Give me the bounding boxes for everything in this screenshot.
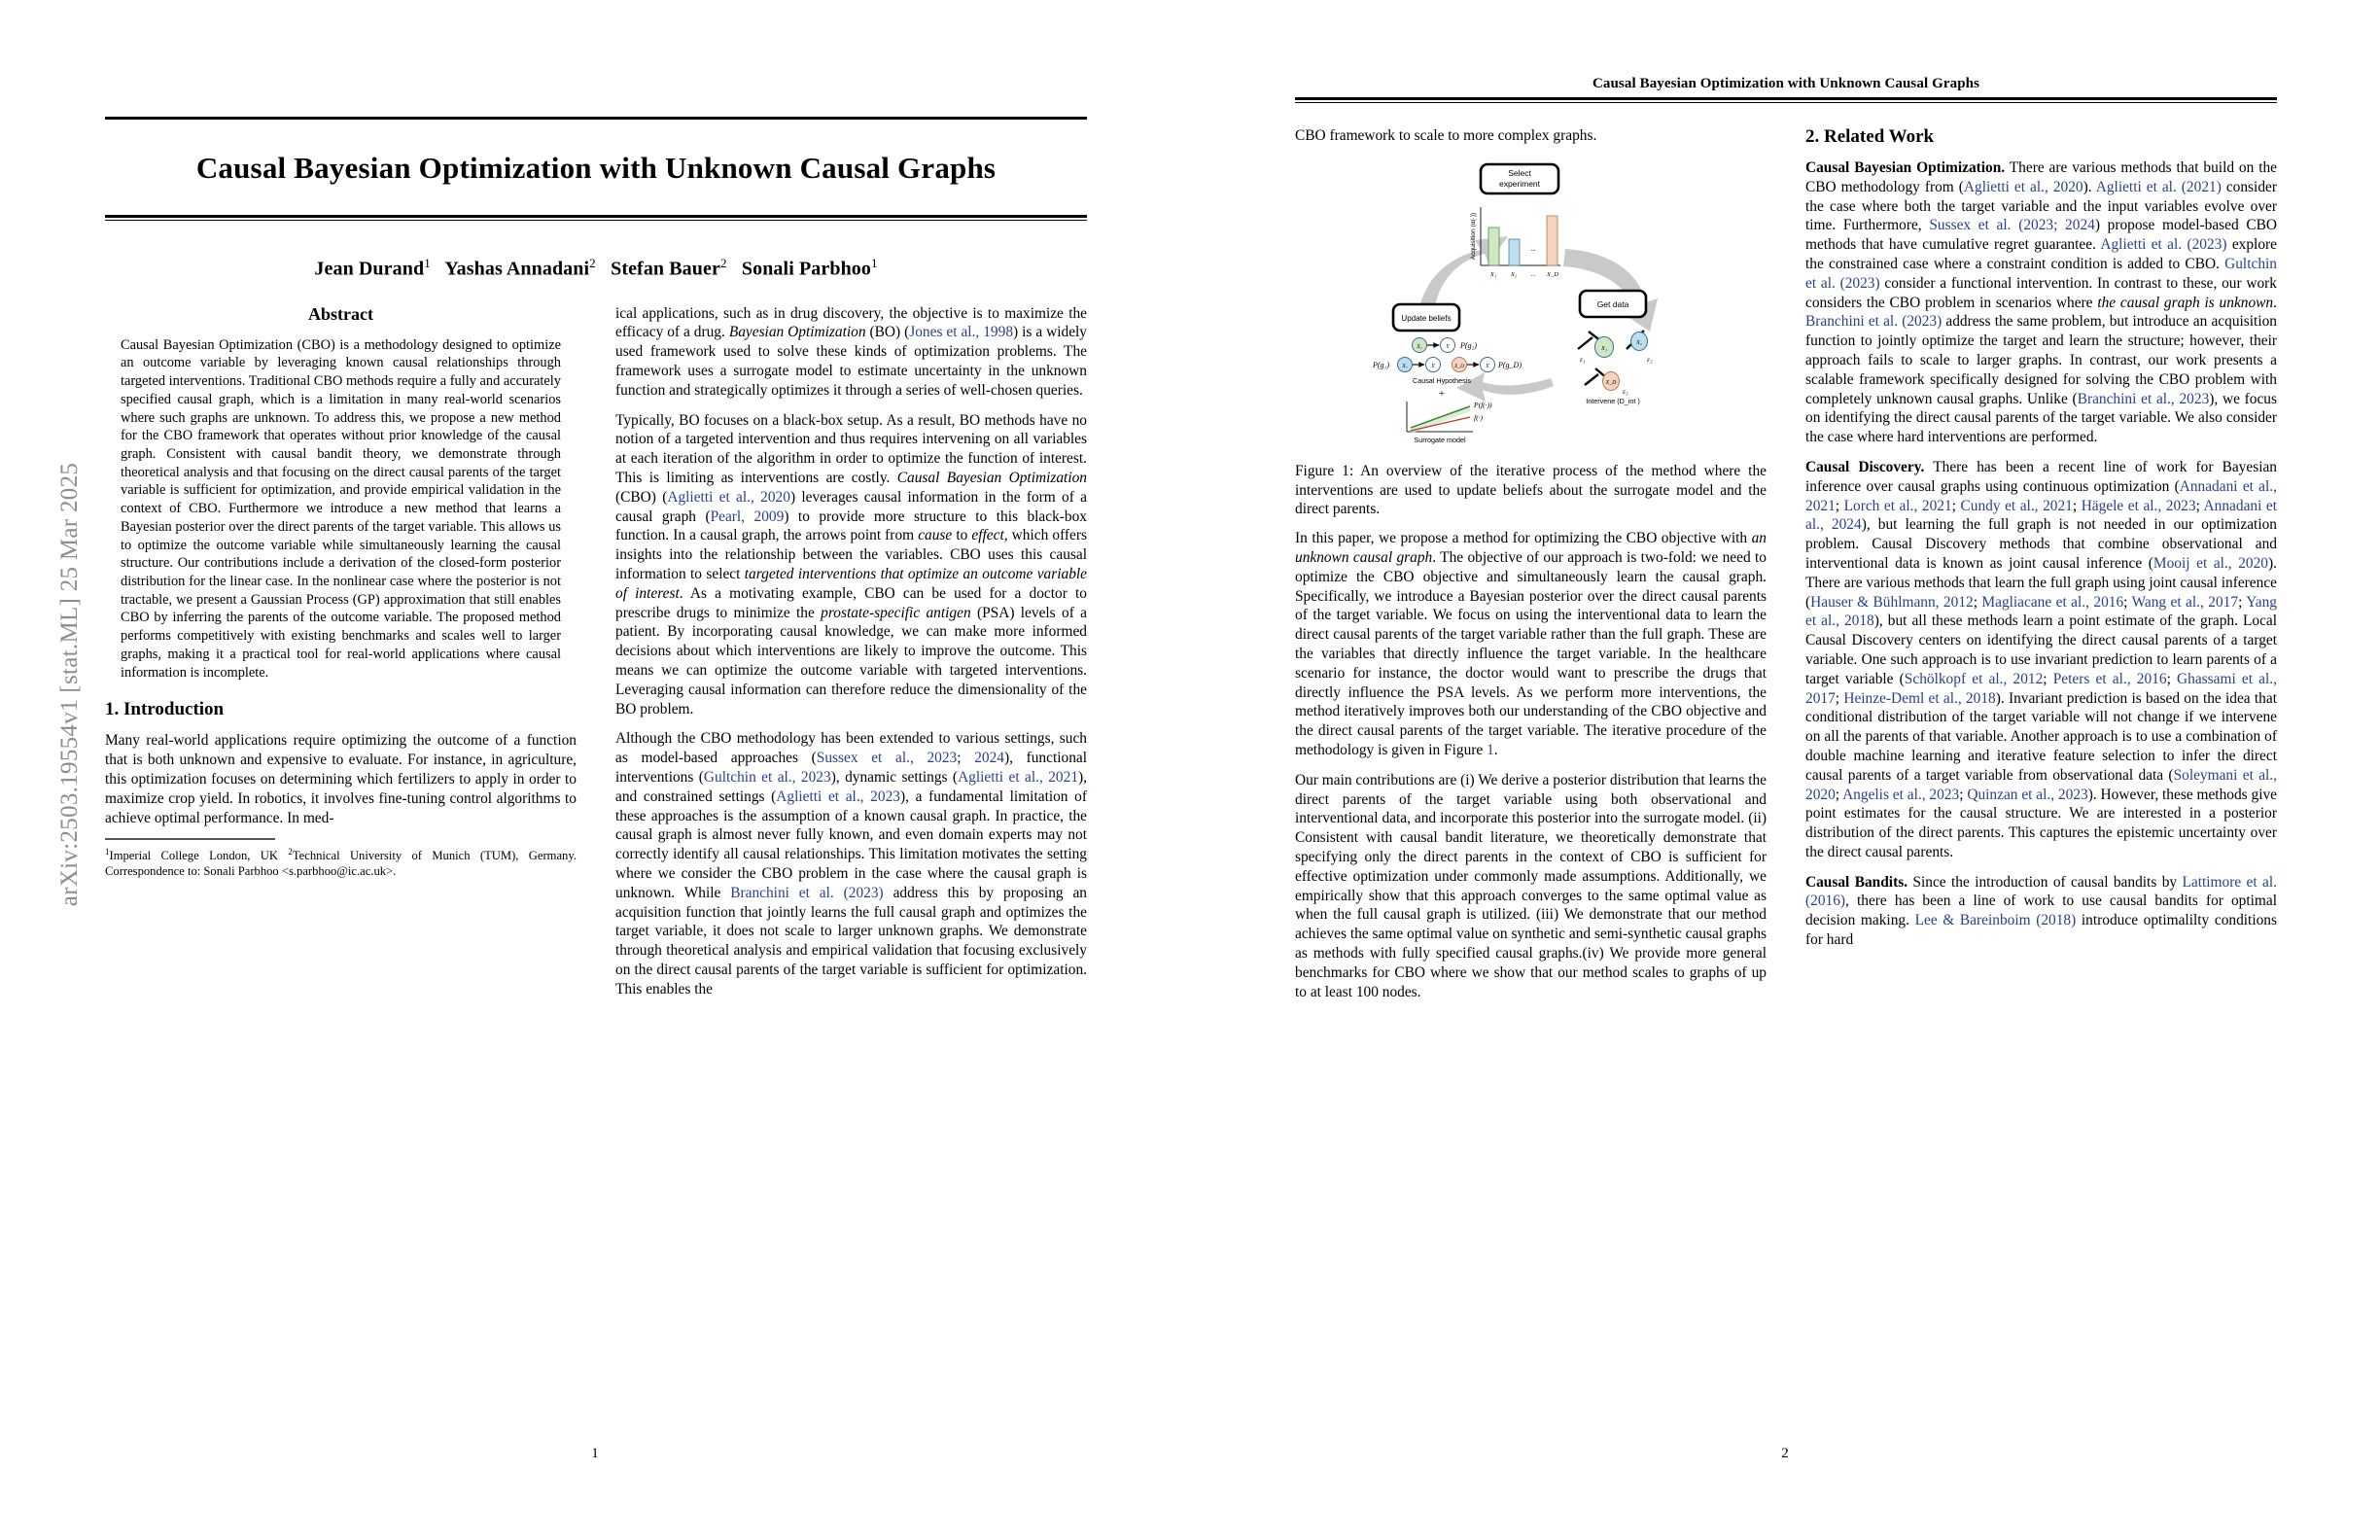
p2-col1-paragraph-contributions: Our main contributions are (i) We derive a posterior distribution that learns the direct parents of the target variable using both observational and interventional data, and incorporate this posterior into the surrogate model. (ii) Consistent with causal bandit literature, we theoretically demonstrate that specifying only the direct parents in the context of CBO is sufficient for effective optimization under commonly made assumptions. Additionally, we empirically show that this approach converges to the same optimal value as when the full causal graph is utilized. (iii) We demonstrate that our method achieves the same optimal value on synthetic and semi-synthetic causal graphs as methods with fully specified causal graphs.(iv) We provide more general benchmarks for CBO where we show that our method scales to graphs of up to at least 100 nodes. xyxy=(1295,771,1767,1000)
citation-link[interactable]: Sussex et al., 2023 xyxy=(816,750,958,767)
page-1-content xyxy=(105,117,1087,1010)
text-run: . The objective of our approach is two-fold: we need to optimize the CBO objective and simultaneously learn the causal graph. Specifically, we introduce a Bayesian posterior over the direct causal parents of the target variable. We focus on using the interventional data to learn the direct causal parents of the target variable rather than the full graph. These are the variables that directly influence the target variable. In the healthcare scenario for instance, the doctor would want to prescribe the drugs that directly influence the PSA levels. As we perform more interventions, the method iteratively improves both our understanding of the CBO objective and the direct causal parents of the target variable. The iterative procedure of the methodology is given in Figure xyxy=(1295,548,1767,758)
tick-x1: X₁ xyxy=(1489,270,1496,278)
hypothesis-node-y1-label: Y xyxy=(1430,363,1435,369)
text-run: explore the constrained case where a constraint condition is added to CBO. xyxy=(1805,236,2277,272)
text-run: In this paper, we propose a method for optimizing the CBO objective with xyxy=(1295,530,1752,547)
text-run: ), dynamic settings ( xyxy=(830,768,959,786)
text-run: ; xyxy=(2238,593,2247,611)
footnote-affil-1: Imperial College London, UK xyxy=(109,848,289,862)
page-2-column-2 xyxy=(1805,126,2277,1012)
bar-xd xyxy=(1547,216,1558,265)
citation-link[interactable]: Branchini et al. (2023) xyxy=(1805,313,1942,331)
author-affil-3: 1 xyxy=(871,256,878,270)
citation-link[interactable]: Wang et al., 2017 xyxy=(2131,593,2239,611)
author-list xyxy=(105,221,1087,281)
hypothesis-node-x2-label: X₂ xyxy=(1416,343,1422,350)
citation-link[interactable]: Mooij et al., 2020 xyxy=(2152,554,2268,572)
footnote-marker-1: 1 xyxy=(105,846,110,857)
get-data-label: Get data xyxy=(1596,298,1628,309)
page-number-1: 1 xyxy=(591,1446,599,1461)
text-run: consider the case where both the target variable and the input variables evolve over time. Furthermore, xyxy=(1805,178,2277,234)
text-run: ). There are various methods that learn the full graph using joint causal inference ( xyxy=(1805,554,2277,611)
abstract-body: Causal Bayesian Optimization (CBO) is a methodology designed to optimize an outcome variable by leveraging known causal relationships through targeted interventions. Traditional CBO methods require a fully and accurately specified causal graph, which is a limitation in many real-world scenarios where such graphs are unknown. To address this, we propose a new method for the CBO framework that operates without prior knowledge of the causal graph. Consistent with causal bandit theory, we demonstrate through theoretical analysis and that focusing on the direct causal parents of the target variable is sufficient for optimization, and provide empirical validation in the context of CBO. Furthermore we introduce a new method that learns a Bayesian posterior over the direct parents of the target variable. This allows us to optimize the outcome variable while simultaneously learning the causal structure. Our contributions include a derivation of the closed-form posterior distribution for the linear case. In the nonlinear case where the posterior is not tractable, we present a Gaussian Process (GP) approximation that still enables CBO by inferring the parents of the outcome variable. The proposed method performs competitively with existing benchmarks and scales well to larger graphs, making it a practical tool for real-world applications where causal information is incomplete. xyxy=(121,336,561,681)
tick-xd: X_D xyxy=(1546,270,1558,278)
text-run: (PSA) levels of a patient. By incorporating causal knowledge, we can make more informed decisions about which interventions are likely to improve the outcome. This means we can optimize the outcome variable with targeted interventions. Leveraging causal information can therefore reduce the dimensionality of the BO problem. xyxy=(615,604,1087,718)
related-work-paragraph-bandits xyxy=(1805,873,2277,950)
text-run: ). xyxy=(2082,178,2096,195)
author-name-3: Sonali Parbhoo xyxy=(741,258,871,280)
section-heading-introduction: 1. Introduction xyxy=(105,699,225,720)
p1-col2-paragraph-2 xyxy=(615,411,1087,719)
document-page-2 xyxy=(1190,0,2380,1540)
text-run: ; xyxy=(957,750,975,767)
text-run: ; xyxy=(1835,497,1844,514)
text-run: . xyxy=(2273,294,2277,311)
text-run: ; xyxy=(2166,670,2178,687)
text-run: There are various methods that build on the CBO methodology from ( xyxy=(1805,159,2278,195)
paragraph-lead-in: Causal Bandits. xyxy=(1805,873,1908,891)
acquisition-axis-label: Acquisition (α(·)) xyxy=(1469,212,1477,261)
page-1-column-2 xyxy=(615,304,1087,1010)
select-experiment-label-line2: experiment xyxy=(1498,178,1540,189)
text-run: ) is a widely used framework used to solve these kinds of optimization problems. The framework uses a surrogate model to estimate uncertainty in the unknown function and strategically optimizes it through a series of well-chosen queries. xyxy=(615,324,1087,399)
update-beliefs-label: Update beliefs xyxy=(1400,313,1452,323)
bar-x2 xyxy=(1509,239,1520,265)
surrogate-model-plot xyxy=(1407,401,1492,444)
text-run: ; xyxy=(2195,497,2204,514)
intervene-node-x2-label: X₂ xyxy=(1635,339,1642,346)
citation-link[interactable]: Branchini et al. (2023) xyxy=(730,884,884,901)
text-run: ) to provide more structure to this black-box function. In a causal graph, the arrows point from xyxy=(615,508,1087,544)
plus-sign: + xyxy=(1438,387,1445,400)
running-header: Causal Bayesian Optimization with Unknown Causal Graphs xyxy=(1592,76,1980,91)
cycle-arrow-bottom xyxy=(1456,372,1554,402)
text-run: to xyxy=(952,527,972,544)
page-number-2: 2 xyxy=(1781,1446,1789,1461)
epsilon-2: ε₂ xyxy=(1646,354,1653,364)
emphasis-run: the causal graph is unknown xyxy=(2097,294,2274,311)
emphasis-run: effect xyxy=(971,527,1004,544)
text-run: ), but all these methods learn a point estimate of the graph. Local Causal Discovery centers on identifying the direct causal parents of a target variable. One such approach is to use invariant prediction to learn parents of a target variable ( xyxy=(1805,612,2278,687)
citation-link[interactable]: Aglietti et al., 2023 xyxy=(776,788,900,805)
citation-link[interactable]: Aglietti et al., 2020 xyxy=(667,488,790,506)
author-name-1: Yashas Annadani xyxy=(444,258,590,280)
citation-link[interactable]: Peters et al., 2016 xyxy=(2052,670,2167,687)
citation-link[interactable]: 2024 xyxy=(974,750,1004,767)
select-experiment-label-line1: Select xyxy=(1507,167,1531,178)
text-run: ; xyxy=(2123,593,2132,611)
citation-link[interactable]: Schölkopf et al., 2012 xyxy=(1904,670,2044,687)
emphasis-run: Bayesian Optimization xyxy=(728,324,866,341)
text-run: ), we focus on identifying the direct causal parents of the target variable. We also consider the case where hard interventions are performed. xyxy=(1805,390,2277,446)
intervene-node-xd-label: X_D xyxy=(1605,379,1616,386)
emphasis-run: an unknown causal graph xyxy=(1295,530,1767,566)
citation-link[interactable]: Magliacane et al., 2016 xyxy=(1981,593,2124,611)
author-affil-0: 1 xyxy=(424,256,431,270)
citation-link[interactable]: Hauser & Bühlmann, 2012 xyxy=(1810,593,1974,611)
citation-link[interactable]: Gultchin et al., 2023 xyxy=(703,768,831,786)
figure-1-caption-text: An overview of the iterative process of the method where the interventions are used to update beliefs about the surrogate model and the direct parents. xyxy=(1295,462,1767,518)
citation-link[interactable]: Branchini et al., 2023 xyxy=(2077,390,2210,407)
text-run: ; xyxy=(1959,786,1968,803)
hypothesis-node-y2-label: Y xyxy=(1445,343,1450,350)
citation-link[interactable]: Lorch et al., 2021 xyxy=(1843,497,1952,514)
cbo-loop-diagram xyxy=(1317,157,1745,448)
text-run: ; xyxy=(2043,670,2053,687)
intervene-node-x1-label: X₁ xyxy=(1600,344,1607,352)
page-2-column-1 xyxy=(1295,126,1767,1012)
citation-link[interactable]: ; 2024 xyxy=(2053,217,2095,234)
emphasis-run: cause xyxy=(918,527,953,544)
emphasis-run: prostate-specific antigen xyxy=(821,604,971,621)
text-run: ; xyxy=(1835,689,1844,707)
text-run: consider a functional intervention. In contrast to these, our work considers the CBO problem in scenarios where xyxy=(1805,274,2277,311)
text-run: address the same problem, but introduce an acquisition function to jointly optimize the target and learn the structure; however, their approach fails to scale to larger graphs. In contrast, our work presents a scalable framework specifically designed for solving the CBO problem with completely unknown causal graphs. Unlike ( xyxy=(1805,313,2277,407)
tick-ellipsis: ... xyxy=(1530,270,1535,278)
intervene-group xyxy=(1578,331,1653,405)
intervene-label: Intervene (D_int ) xyxy=(1585,396,1640,405)
bar-ellipsis: ... xyxy=(1529,244,1536,253)
text-run: ; xyxy=(1973,593,1982,611)
hypothesis-node-x1-label: X₁ xyxy=(1401,363,1408,369)
epsilon-3: ε₃ xyxy=(1622,386,1628,396)
curve-label-f: f(·) xyxy=(1473,412,1483,422)
hypothesis-node-xd-label: X_D xyxy=(1453,363,1464,369)
figure-1-label: Figure 1: xyxy=(1295,462,1354,479)
citation-link[interactable]: Quinzan et al., 2023 xyxy=(1967,786,2088,803)
surrogate-model-label: Surrogate model xyxy=(1413,435,1466,444)
surrogate-mean-curve xyxy=(1411,406,1470,428)
citation-link[interactable]: Cundy et al., 2021 xyxy=(1960,497,2073,514)
citation-link[interactable]: Soleymani et al., 2020 xyxy=(1805,766,2277,803)
text-run: . As a motivating example, CBO can be used for a doctor to prescribe drugs to minimize the xyxy=(615,584,1087,621)
citation-link[interactable]: Gultchin et al. (2023) xyxy=(1805,255,2277,292)
text-run: ) leverages causal information in the form of a causal graph ( xyxy=(615,488,1087,525)
citation-link[interactable]: Aglietti et al., 2020 xyxy=(1963,178,2083,195)
intro-paragraph-1: Many real-world applications require optimizing the outcome of a function that is both unknown and expensive to evaluate. For instance, in agriculture, this optimization focuses on determining which fertilizers to apply in order to maximize crop yield. In robotics, it involves fine-tuning control algorithms to achieve optimal performance. In med- xyxy=(105,732,577,826)
page-2-content xyxy=(1295,76,2277,1012)
text-run: address this by proposing an acquisition function that jointly learns the full causal graph and optimizes the target variable, it does not scale to larger unknown graphs. We demonstrate through theoretical analysis and empirical validation that focusing exclusively on the direct causal parents of the target variable is sufficient for optimization. This enables the xyxy=(615,884,1087,998)
text-run: ), a fundamental limitation of these approaches is the assumption of a known causal graph. In practice, the causal graph is almost never fully known, and even domain experts may not correctly identify all causal relationships. This limitation motivates the setting where we consider the CBO problem in the case where the causal graph is unknown. While xyxy=(615,788,1087,901)
abstract-heading: Abstract xyxy=(308,303,373,324)
page-title: Causal Bayesian Optimization with Unknown Causal Graphs xyxy=(195,151,997,185)
author-affil-2: 2 xyxy=(719,256,727,270)
text-run: ical applications, such as in drug discovery, the objective is to maximize the efficacy of a drug. xyxy=(615,304,1087,341)
footnote-marker-2: 2 xyxy=(288,846,293,857)
footnote-affil-2: Technical University of Munich (TUM), Germany. Correspondence to: Sonali Parbhoo <s.parbhoo@ic.ac.uk>. xyxy=(105,848,577,879)
paragraph-lead-in: Causal Discovery. xyxy=(1805,458,1925,475)
emphasis-run: targeted interventions that optimize an outcome variable of interest xyxy=(615,566,1087,602)
arxiv-stamp: arXiv:2503.19554v1 [stat.ML] 25 Mar 2025 xyxy=(56,462,83,907)
citation-link[interactable]: Aglietti et al. (2021) xyxy=(2095,178,2222,195)
related-work-paragraph-discovery xyxy=(1805,458,2277,862)
title-rule-bottom xyxy=(105,215,1087,218)
p2-col1-continuation: CBO framework to scale to more complex graphs. xyxy=(1295,127,1597,144)
header-rule xyxy=(1295,97,2277,100)
text-run: ). However, these methods give point estimates for the causal structure. We are interested in a posterior distribution of the direct parents. This captures the epistemic uncertainty over the direct causal parents. xyxy=(1805,786,2278,860)
author-name-2: Stefan Bauer xyxy=(611,258,720,280)
header-rule-thin xyxy=(1295,102,2277,103)
figure-1-caption xyxy=(1295,462,1767,519)
text-run: ; xyxy=(2072,497,2082,514)
citation-link[interactable]: Hägele et al., 2023 xyxy=(2081,497,2196,514)
text-run: There has been a recent line of work for Bayesian inference over causal graphs using continuous optimization ( xyxy=(1805,458,2277,495)
text-run: ; xyxy=(1835,786,1843,803)
prob-g2: P(g₂) xyxy=(1459,340,1477,350)
text-run: . xyxy=(1493,741,1498,758)
text-run: , there has been a line of work to use causal bandits for optimal decision making. xyxy=(1805,892,2277,929)
citation-link[interactable]: Lee & Bareinboim xyxy=(1914,912,2031,929)
prob-g1: P(g₁) xyxy=(1372,360,1389,369)
citation-link[interactable]: Pearl, 2009 xyxy=(710,508,785,525)
p1-col2-paragraph-1 xyxy=(615,304,1087,401)
text-run: ). Invariant prediction is based on the idea that conditional distribution of the target variable will not change if we intervene on all the parents of that variable. Another approach is to use a combination of double machine learning and iterative feature selection to infer the direct causal parents of a target variable from observational data ( xyxy=(1805,689,2277,784)
section-heading-related-work: 2. Related Work xyxy=(1805,126,1935,147)
citation-link[interactable]: Sussex et al. (2023 xyxy=(1929,217,2054,234)
text-run: Typically, BO focuses on a black-box setup. As a result, BO methods have no notion of a targeted intervention and thus requires intervening on all variables at each iteration of the algorithm in order to optimize the function of interest. This is limiting as interventions are costly. xyxy=(615,411,1087,487)
text-run: Since the introduction of causal bandits by xyxy=(1908,873,2183,891)
text-run: introduce optimalilty conditions for hard xyxy=(1805,912,2277,949)
text-run: , which offers insights into the relationship between the variables. CBO uses this causal information to select xyxy=(615,527,1087,583)
text-run: ), but learning the full graph is not needed in our optimization problem. Causal Discovery methods that combine observational and interventional data is known as joint causal inference ( xyxy=(1805,516,2277,572)
text-run: ) propose model-based CBO methods that have cumulative regret guarantee. xyxy=(1805,217,2278,254)
paragraph-lead-in: Causal Bayesian Optimization. xyxy=(1805,159,2006,176)
citation-link[interactable]: Yang et al., 2018 xyxy=(1805,593,2277,630)
author-affil-1: 2 xyxy=(589,256,596,270)
citation-link[interactable]: Heinze-Deml et al., 2018 xyxy=(1843,689,1996,707)
text-run: (CBO) ( xyxy=(615,488,668,506)
text-run: Although the CBO methodology has been extended to various settings, such as model-based approaches ( xyxy=(615,730,1087,767)
citation-link[interactable]: Angelis et al., 2023 xyxy=(1842,786,1960,803)
citation-link[interactable]: Ghassami et al., 2017 xyxy=(1805,670,2277,707)
curve-label-posterior: P(f(·)) xyxy=(1473,400,1492,409)
p1-col2-paragraph-3 xyxy=(615,729,1087,998)
page-1-columns xyxy=(105,304,1087,1010)
causal-hypothesis-label: Causal Hypothesis xyxy=(1412,375,1471,385)
citation-link[interactable]: Aglietti et al. (2023) xyxy=(2100,236,2227,254)
tick-x2: X₂ xyxy=(1510,270,1517,278)
page-2-columns xyxy=(1295,126,2277,1012)
related-work-paragraph-cbo xyxy=(1805,158,2277,447)
figure-reference-link[interactable]: 1 xyxy=(1487,741,1494,758)
text-run: (BO) ( xyxy=(865,324,910,341)
citation-link[interactable]: Annadani et al., 2024 xyxy=(1805,497,2278,534)
emphasis-run: Causal Bayesian Optimization xyxy=(896,470,1087,487)
footnote-rule xyxy=(105,838,275,840)
figure-1 xyxy=(1295,157,1767,519)
citation-link[interactable]: (2018) xyxy=(2030,912,2077,929)
citation-link[interactable]: Aglietti et al., 2021 xyxy=(958,768,1079,786)
text-run: ; xyxy=(1951,497,1961,514)
p2-col1-paragraph-paper xyxy=(1295,529,1767,760)
footnote-text xyxy=(105,847,577,879)
hypothesis-node-yd-label: Y xyxy=(1485,363,1489,369)
text-run: ), functional interventions ( xyxy=(615,750,1088,786)
citation-link[interactable]: Lattimore et al. (2016) xyxy=(1805,873,2277,910)
citation-link[interactable]: Annadani et al., 2021 xyxy=(1805,477,2277,514)
author-name-0: Jean Durand xyxy=(314,258,425,280)
citation-link[interactable]: Jones et al., 1998 xyxy=(909,324,1014,341)
prob-gd: P(g_D) xyxy=(1497,360,1522,369)
bar-x1 xyxy=(1488,228,1499,265)
footnote-block xyxy=(105,838,577,879)
text-run: ), and constrained settings ( xyxy=(615,768,1087,805)
page-1-column-1 xyxy=(105,304,577,1010)
epsilon-1: ε₁ xyxy=(1579,354,1586,364)
